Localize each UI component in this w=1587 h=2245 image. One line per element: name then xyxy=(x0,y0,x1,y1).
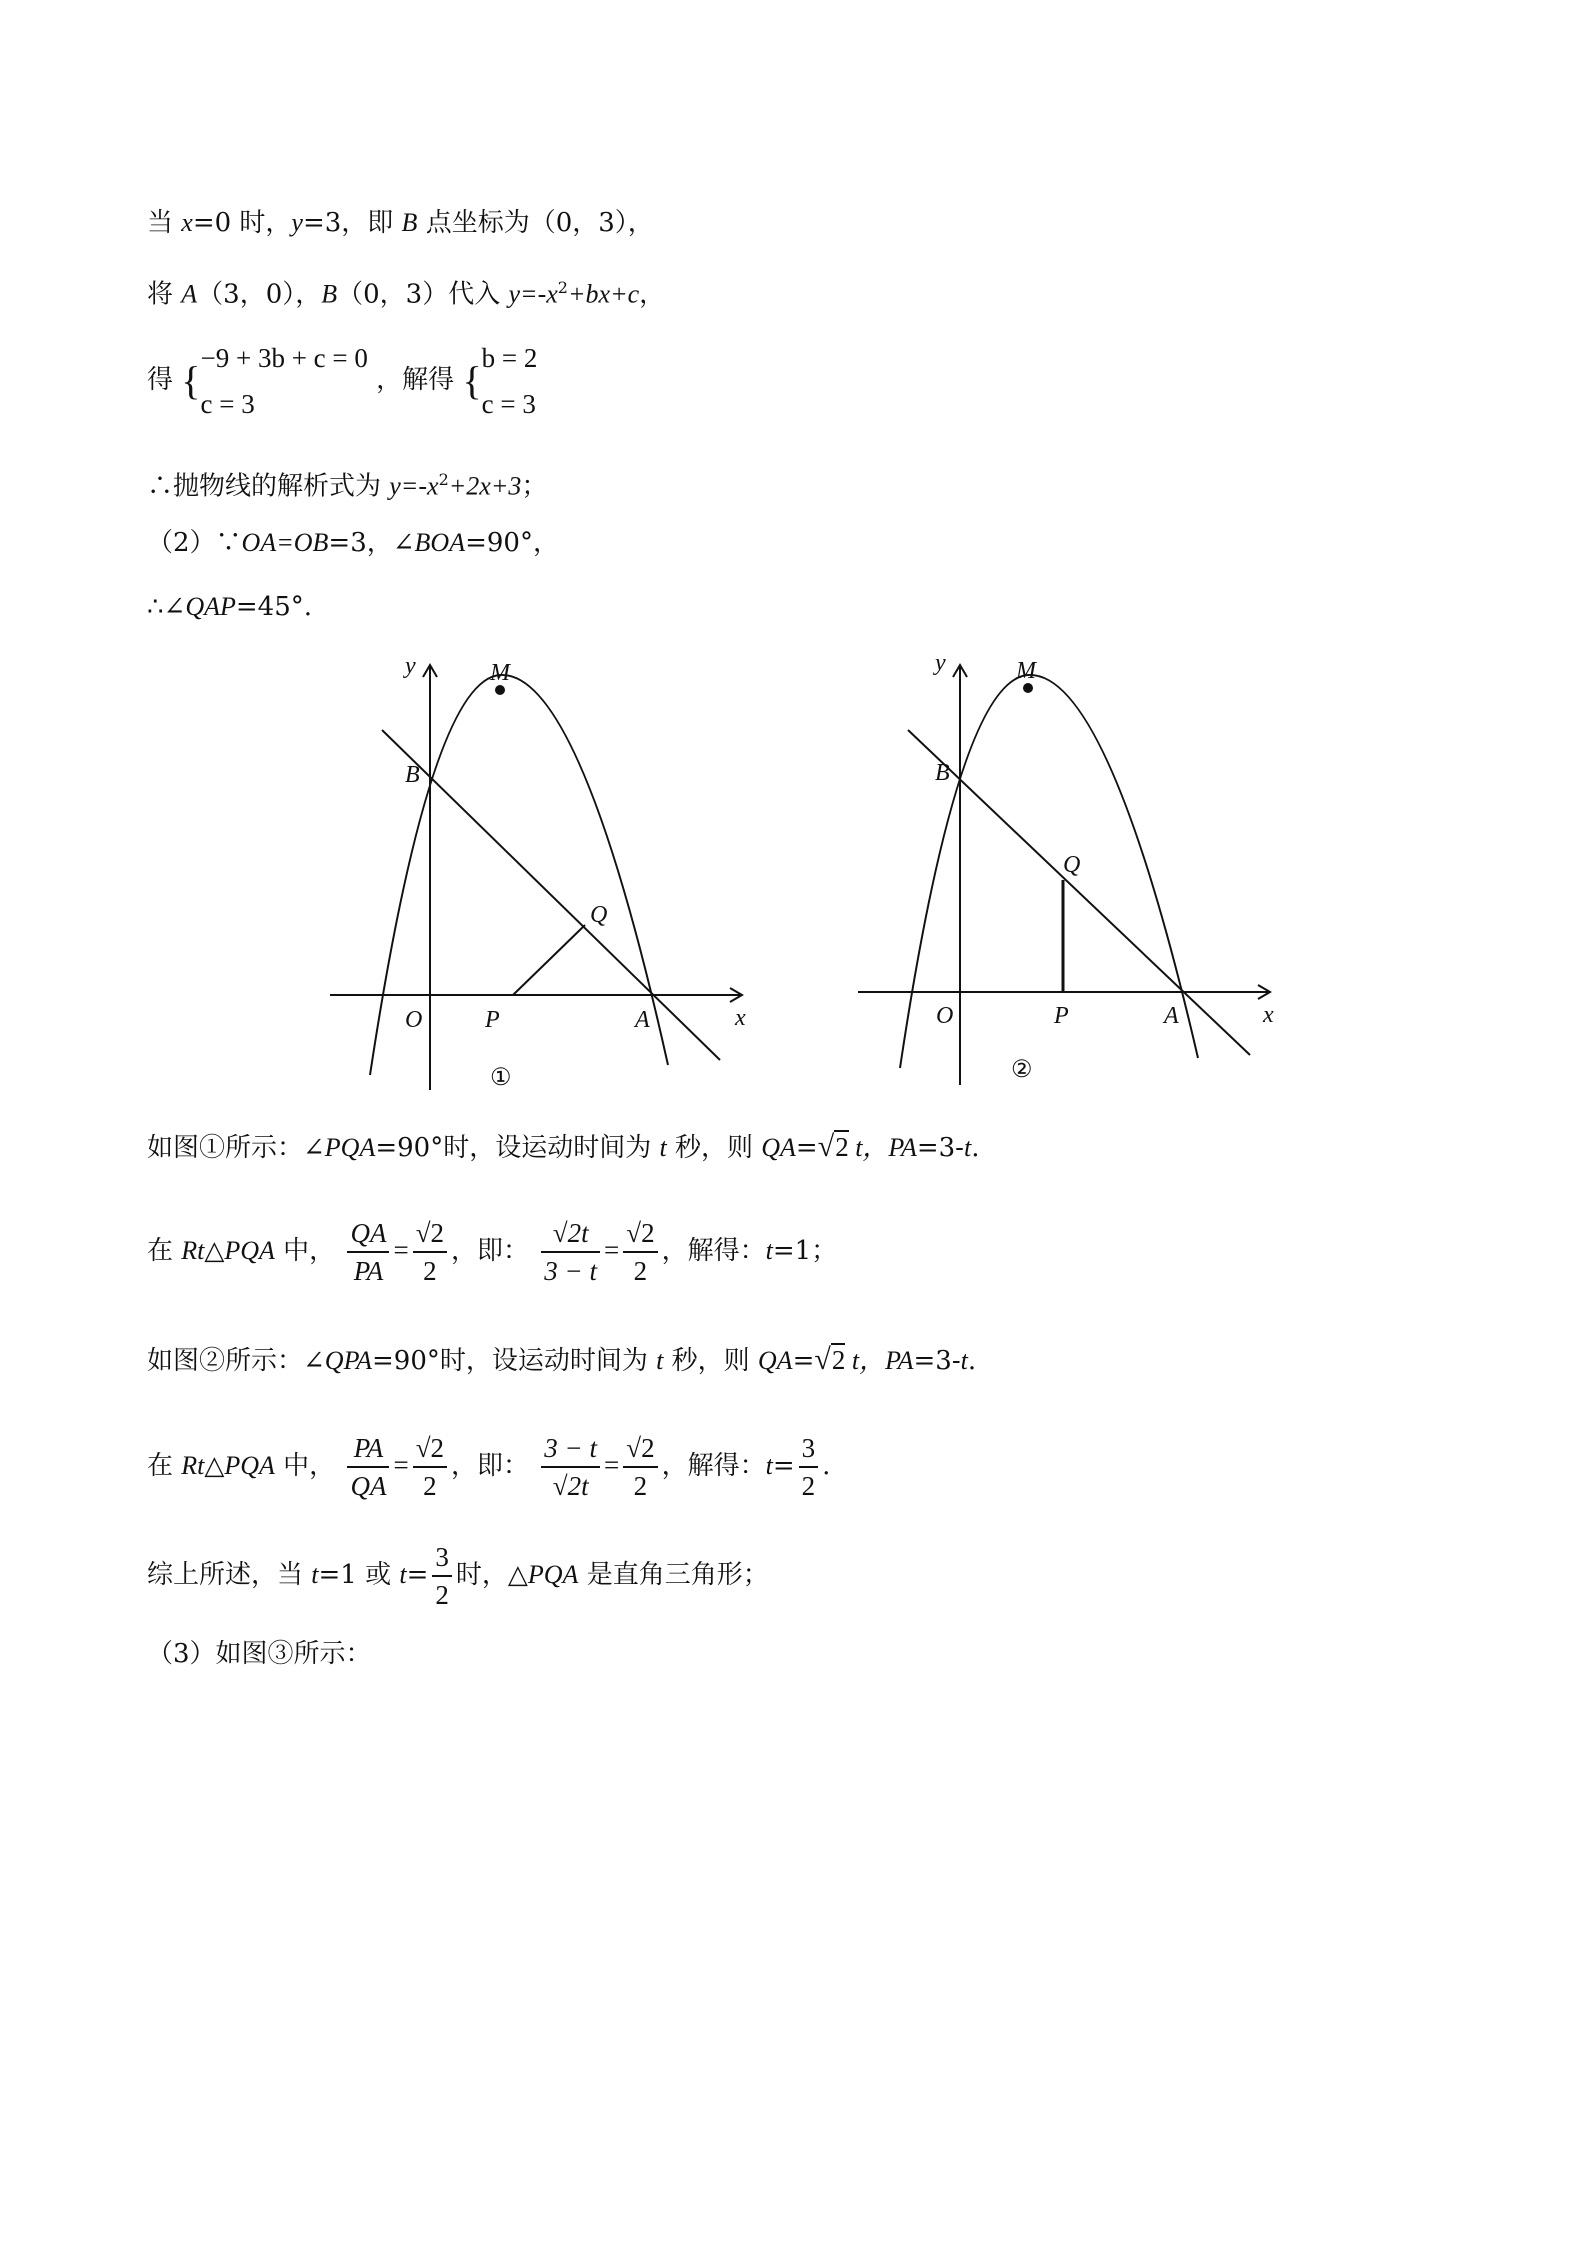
text-line-4: ∴抛物线的解析式为 $y=-x^2+2x+3$； xyxy=(147,470,548,502)
text-line-11: 综上所述，当 t=1 或 t= $\frac{3}{2}$ 时，△PQA 是直角三角形； xyxy=(147,1535,769,1615)
label-x: x xyxy=(1263,1002,1274,1028)
label-m: M xyxy=(1016,658,1036,684)
fraction-sqrt2-2: $\frac{√2}{2}$ xyxy=(413,1430,447,1504)
text-line-10: 在 Rt△PQA 中， $\frac{PA}{QA}$ = $\frac{√2}{2}$ ，即： $\frac{3 - t}{√2t}$ = $\frac{√2}{2}$ ，解得：t= $\frac{3}{2}$ . xyxy=(147,1425,830,1506)
label-y: y xyxy=(935,650,946,676)
figure-label: ② xyxy=(1011,1057,1033,1083)
text-line-8: 在 Rt△PQA 中， $\frac{QA}{PA}$ = $\frac{√2}{2}$ ，即： $\frac{√2t}{3 - t}$ = $\frac{√2}{2}$ ，解得：t=1； xyxy=(147,1210,837,1291)
figure-2 xyxy=(858,640,1278,1100)
fraction-qa-pa: $\frac{QA}{PA}$ xyxy=(347,1215,389,1289)
text-line-6: ∴∠QAP=45°. xyxy=(147,592,313,622)
fraction-sqrt2-2b: $\frac{√2}{2}$ xyxy=(623,1215,657,1289)
label-m: M xyxy=(490,660,510,686)
segment-pq xyxy=(513,925,585,995)
fraction-sqrt2-2: $\frac{√2}{2}$ xyxy=(413,1215,447,1289)
fraction-3-2: $\frac{3}{2}$ xyxy=(432,1539,452,1613)
label-b: B xyxy=(405,762,420,788)
label-a: A xyxy=(1164,1003,1179,1029)
label-a: A xyxy=(635,1007,650,1033)
label-b: B xyxy=(935,760,950,786)
text-line-9: 如图②所示：∠QPA=90°时，设运动时间为 t 秒，则 QA=√2 t，PA=3-t. xyxy=(147,1343,977,1376)
equation-system-line: 得 { −9 + 3b + c = 0 c = 3 ，解得 { b = 2 c = 3 xyxy=(147,335,537,427)
text-line-7: 如图①所示：∠PQA=90°时，设运动时间为 t 秒，则 QA=√2 t，PA=3-t. xyxy=(147,1130,980,1163)
label-q: Q xyxy=(1063,852,1081,878)
sqrt-2: √2 xyxy=(817,1130,849,1163)
point-m xyxy=(495,685,505,695)
point-m xyxy=(1023,683,1033,693)
equation-system-1: { −9 + 3b + c = 0 c = 3 xyxy=(181,343,368,419)
fraction-3-2: $\frac{3}{2}$ xyxy=(799,1430,819,1504)
fraction-sqrt2t: $\frac{√2t}{3 - t}$ xyxy=(541,1215,600,1289)
fraction-sqrt2-2b: $\frac{√2}{2}$ xyxy=(623,1430,657,1504)
label-o: O xyxy=(405,1007,423,1033)
text-line-5: （2）∵OA=OB=3，∠BOA=90°， xyxy=(147,528,559,558)
label-y: y xyxy=(405,653,416,679)
text-line-12: （3）如图③所示： xyxy=(147,1639,372,1669)
line-ab xyxy=(382,730,720,1060)
text-line-2: 将 A（3，0），B（0，3）代入 $y=-x^2+bx+c$， xyxy=(147,278,666,310)
label-o: O xyxy=(936,1003,954,1029)
equation-system-2: { b = 2 c = 3 xyxy=(462,343,538,419)
label-p: P xyxy=(485,1007,500,1033)
figure-label: ① xyxy=(490,1065,512,1091)
sqrt-2: √2 xyxy=(814,1343,846,1376)
label-q: Q xyxy=(590,902,608,928)
text-line-1: 当 x=0 时，y=3，即 B 点坐标为（0，3）， xyxy=(147,208,654,238)
fraction-3-t: $\frac{3 - t}{√2t}$ xyxy=(541,1430,600,1504)
figure-1 xyxy=(330,640,750,1100)
label-x: x xyxy=(735,1005,746,1031)
fraction-pa-qa: $\frac{PA}{QA}$ xyxy=(347,1430,389,1504)
label-p: P xyxy=(1054,1003,1069,1029)
